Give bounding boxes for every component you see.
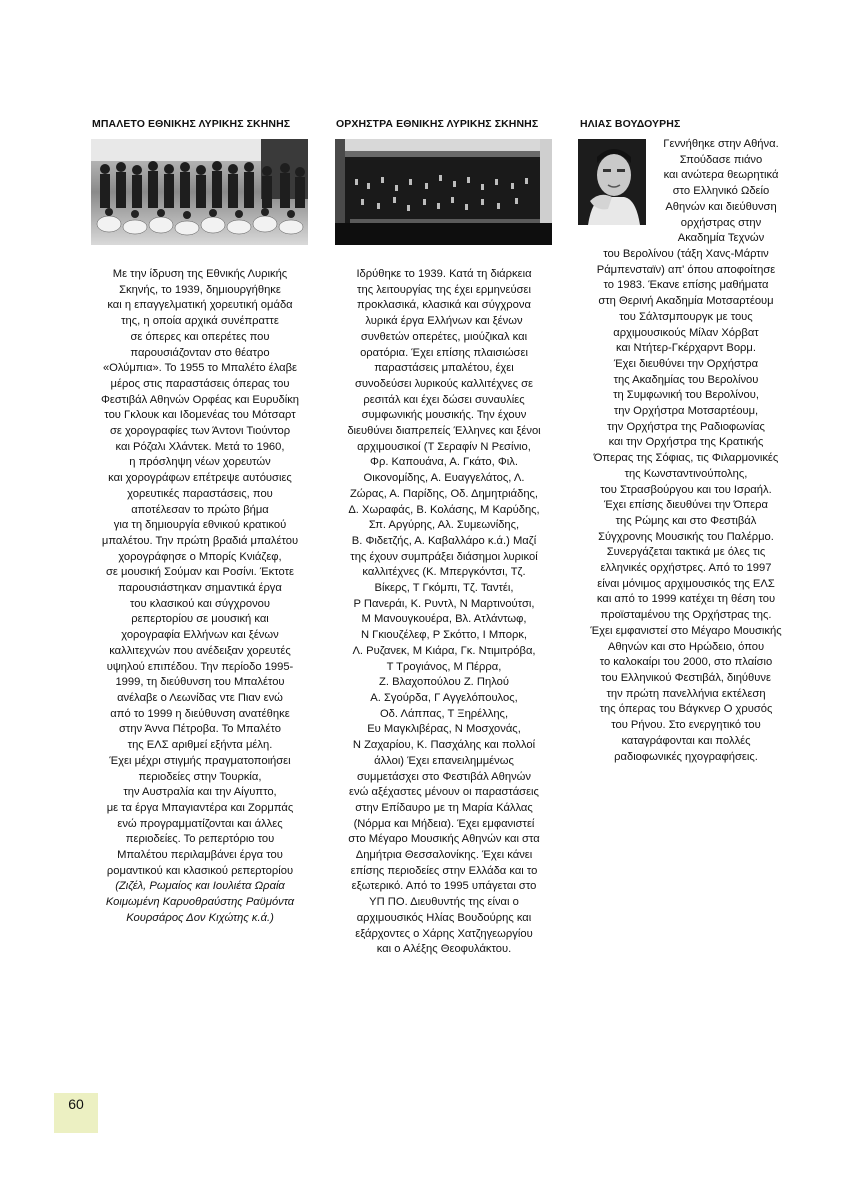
text-line: παραστάσεις μπαλέτου, έχει [374,362,514,375]
text-line: ραδιοφωνικές ηχογραφήσεις. [614,750,758,763]
text-line: του Ελληνικού Φεστιβάλ, διηύθυνε [601,671,771,684]
text-line: του Στρασβούργου και του Ισραήλ. [600,483,772,496]
conductor-heading: ΗΛΙΑΣ ΒΟΥΔΟΥΡΗΣ [580,118,681,130]
text-line: συνθετών οπερέτες, μιούζικαλ και [360,330,528,343]
text-line: σε μουσική Σούμαν και Ροσίνι. Έκτοτε [106,566,294,579]
text-line: καλλιτεχνών που ανέδειξαν χορευτές [109,644,291,657]
text-line: την πρώτη πανελλήνια εκτέλεση [606,687,766,700]
text-line: Κουρσάρος Δον Κιχώτης κ.ά.) [126,911,274,924]
text-line: σε όπερες και οπερέτες που [130,330,270,343]
text-line: ρεσιτάλ και έχει δώσει συναυλίες [363,393,525,406]
text-line: Ν Ζαχαρίου, Κ. Πασχάλης και πολλοί [352,739,536,752]
text-line: Γεννήθηκε στην Αθήνα. [663,138,779,150]
page-number: 60 [54,1093,98,1133]
text-line: καλλιτέχνες (Κ. Μπεργκόντσι, Τζ. [362,566,526,579]
text-line: η πρόσληψη νέων χορευτών [129,456,271,469]
text-line: αποτέλεσαν το πρώτο βήμα [131,503,269,516]
text-line: προκλασικά, κλασικά και σύγχρονα [357,299,531,312]
text-line: Μπαλέτου περιλαμβάνει έργα του [117,849,283,862]
text-line: του κλασικού και σύγχρονου [129,597,271,610]
ballet-group-photo [91,139,308,245]
text-line: στην Άννα Πέτροβα. Το Μπαλέτο [119,723,281,736]
text-line: της, η οποία αρχικά συνέπραττε [121,315,279,328]
text-line: διευθύνει διαπρεπείς Έλληνες και ξένοι [347,425,541,438]
text-line: Έχει διευθύνει την Ορχήστρα [613,357,759,370]
text-line: προϊσταμένου της Ορχήστρας της. [600,609,772,622]
text-line: «Ολύμπια». Το 1955 το Μπαλέτο έλαβε [102,362,298,375]
ballet-heading: ΜΠΑΛΕΤΟ ΕΘΝΙΚΗΣ ΛΥΡΙΚΗΣ ΣΚΗΝΗΣ [92,118,291,130]
ballet-column [92,118,314,130]
text-line: και ανώτερα θεωρητικά [663,169,779,182]
text-line: και Ντήτερ-Γκέρχαρντ Βορμ. [616,342,756,355]
text-line: ενώ αξέχαστες μένουν οι παραστάσεις [349,786,539,799]
text-line: της Κωνσταντινούπολης, [624,467,748,480]
text-line: ορατόρια. Έχει επίσης πλαισιώσει [360,346,528,359]
text-line: ορχήστρας στην [680,216,762,229]
text-line: με τα έργα Μπαγιαντέρα και Ζορμπάς [106,801,294,814]
text-line: περιοδείες στην Τουρκία, [138,770,262,783]
text-line: για τη δημιουργία εθνικού κρατικού [113,519,287,532]
text-line: Λ. Ρυζανεκ, Μ Κιάρα, Γκ. Ντιμιτρόβα, [352,644,536,657]
text-line: Έχει εμφανιστεί στο Μέγαρο Μουσικής [590,624,782,637]
text-line: χορογράφησε ο Μπορίς Κνιάζεφ, [118,550,282,563]
text-line: από το 1999 η διεύθυνση ανατέθηκε [110,707,290,720]
text-line: την Ορχήστρα Μοτσαρτέουμ, [613,405,759,418]
text-line: και η επαγγελματική χορευτική ομάδα [107,299,293,312]
text-line: της Ρώμης και στο Φεστιβάλ [615,514,757,527]
text-line: Σπούδασε πιάνο [679,153,763,166]
text-line: της Ακαδημίας του Βερολίνου [613,373,759,386]
text-line: 1999, τη διεύθυνση του Μπαλέτου [115,676,285,689]
text-line: σε χορογραφίες των Άντονι Τιούντορ [109,425,291,438]
text-line: Τ Τρογιάνος, Μ Πέρρα, [386,660,502,673]
text-line: Ζ. Βλαχοπούλου Ζ. Πηλού [379,676,509,689]
text-line: Βίκερς, Τ Γκόμπι, Τζ. Ταντέι, [374,582,514,595]
text-line: ελληνικές ορχήστρες. Από το 1997 [600,562,772,575]
text-line: εξάρχοντες ο Χάρης Χατζηγεωργίου [355,927,533,940]
text-line: Μ Μανουγκουέρα, Βλ. Ατλάντωφ, [361,613,527,626]
text-line: Ρ Πανεράι, Κ. Ρυντλ, Ν Μαρτινούτσι, [353,597,535,610]
text-line: υψηλού επιπέδου. Την περίοδο 1995- [106,660,294,673]
text-line: ενώ προγραμματίζονται και άλλες [117,817,283,830]
text-line: επίσης περιοδείες στην Ελλάδα και το [350,864,538,877]
text-line: στην Επίδαυρο με τη Μαρία Κάλλας [355,801,533,814]
text-line: Με την ίδρυση της Εθνικής Λυρικής [112,268,288,280]
text-line: Οδ. Λάππας, Τ Ξηρέλλης, [379,707,509,720]
text-line: Δημήτρια Θεσσαλονίκης. Έχει κάνει [355,849,533,862]
text-line: του Σάλτσμπουργκ με τους [619,310,753,323]
text-line: Συνεργάζεται τακτικά με όλες τις [606,546,766,559]
text-line: περιοδείες. Το ρεπερτόριο του [125,833,275,846]
text-line: συμμετάσχει στο Φεστιβάλ Αθηνών [356,770,532,783]
text-line: συμφωνικής μουσικής. Την έχουν [361,409,527,422]
text-line: την Ορχήστρα της Ραδιοφωνίας [607,420,765,433]
text-line: ρομαντικού και κλασικού ρεπερτορίου [106,864,294,877]
text-line: το καλοκαίρι του 2000, στο πλαίσιο [599,656,773,669]
text-line: παρουσιάζονταν στο θέατρο [130,346,270,359]
text-line: μπαλέτου. Την πρώτη βραδιά μπαλέτου [101,534,299,547]
text-line: της ΕΛΣ αριθμεί εξήντα μέλη. [127,739,273,752]
text-line: στη Θερινή Ακαδημία Μοτσαρτέουμ [598,295,774,308]
text-line: Ιδρύθηκε το 1939. Κατά τη διάρκεια [356,268,532,280]
text-line: και από το 1999 κατέχει τη θέση του [596,593,776,606]
text-line: Δ. Χωραφάς, Β. Κολάσης, Μ Καρύδης, [348,503,540,516]
text-line: λυρικά έργα Ελλήνων και ξένων [365,315,523,328]
text-line: τη Συμφωνική του Βερολίνου, [613,389,759,402]
text-line: είναι μόνιμος αρχιμουσικός της ΕΛΣ [597,577,775,590]
text-line: (Νόρμα και Μήδεια). Έχει εμφανιστεί [353,817,535,830]
text-line: Σπ. Αργύρης, Αλ. Συμεωνίδης, [368,519,520,532]
text-line: (Ζιζέλ, Ρωμαίος και Ιουλιέτα Ωραία [115,880,285,893]
text-line: χορευτικές παραστάσεις, που [127,487,273,500]
text-line: Φεστιβάλ Αθηνών Ορφέας και Ευρυδίκη [100,393,300,406]
text-line: την Αυστραλία και την Αίγυπτο, [123,786,277,799]
text-line: εξωτερικό. Από το 1995 υπάγεται στο [351,880,537,893]
text-line: ρεπερτορίου σε μουσική και [131,613,269,626]
text-line: του Βερολίνου (τάξη Χανς-Μάρτιν [603,248,769,260]
text-line: ανέλαβε ο Λεωνίδας ντε Πιαν ενώ [117,691,283,704]
text-line: αρχιμουσικός Ηλίας Βουδούρης και [356,911,532,924]
text-line: και Ρόζαλι Χλάντεκ. Μετά το 1960, [115,440,285,453]
ballet-text [89,267,311,927]
text-line: Β. Φιδετζής, Α. Καβαλλάρο κ.ά.) Μαζί [351,534,537,547]
text-line: Όπερας της Σόφιας, τις Φιλαρμονικές [593,452,779,465]
conductor-text [575,247,797,765]
text-line: καταγράφονται και πολλές [621,734,751,747]
text-line: Ράμπενσταϊν) απ' όπου αποφοίτησε [596,263,776,276]
text-line: Α. Σγούρδα, Γ Αγγελόπουλος, [370,691,518,704]
text-line: Οικονομίδης, Α. Ευαγγελάτος, Λ. [363,472,525,485]
orchestra-column [336,118,558,130]
text-line: το 1983. Έκανε επίσης μαθήματα [603,279,769,292]
text-line: Έχει επίσης διευθύνει την Όπερα [604,499,768,512]
text-line: στο Μέγαρο Μουσικής Αθηνών και στα [348,833,540,846]
text-line: στο Ελληνικό Ωδείο [672,185,770,198]
text-line: αρχιμουσικούς Μίλαν Χόρβατ [613,326,759,339]
text-line: του Γκλουκ και Ιδομενέας του Μότσαρτ [104,409,296,422]
text-line: χορογραφία Ελλήνων και ξένων [121,629,279,642]
text-line: αρχιμουσικοί (Τ Σεραφίν Ν Ρεσίνιο, [357,440,531,453]
text-line: και χορογράφων επέτρεψε αυτόυσιες [108,472,292,485]
orchestra-text [333,267,555,958]
text-line: του Ρήνου. Στο ενεργητικό του [611,719,761,732]
text-line: Σκηνής, το 1939, δημιουργήθηκε [119,283,281,296]
conductor-text-beside-photo [650,137,792,247]
text-line: και την Ορχήστρα της Κρατικής [608,436,764,449]
text-line: Έχει μέχρι στιγμής πραγματοποιήσει [109,754,291,767]
text-line: Σύγχρονης Μουσικής του Παλέρμο. [598,530,774,543]
text-line: ΥΠ ΠΟ. Διευθυντής της είναι ο [369,896,519,909]
conductor-portrait [578,139,646,225]
orchestra-heading: ΟΡΧΗΣΤΡΑ ΕΘΝΙΚΗΣ ΛΥΡΙΚΗΣ ΣΚΗΝΗΣ [336,118,539,130]
text-line: Ευ Μαγκλιβέρας, Ν Μοσχονάς, [367,723,521,736]
conductor-column [580,118,802,130]
text-line: Ν Γκιουζέλεφ, Ρ Σκόττο, Ι Μπορκ, [360,629,528,642]
text-line: Αθηνών και διεύθυνση [665,200,777,213]
text-line: Ζώρας, Α. Παρίδης, Οδ. Δημητριάδης, [349,487,539,500]
text-line: Κοιμωμένη Καρυοθραύστης Ραϋμόντα [105,896,295,909]
text-line: Φρ. Καπουάνα, Α. Γκάτο, Φιλ. [370,456,518,469]
orchestra-photo [335,139,552,245]
text-line: Αθηνών και στο Ηρώδειο, όπου [607,640,765,653]
text-line: και ο Αλέξης Θεοφυλάκτου. [376,943,512,956]
text-line: της έχουν συμπράξει διάσημοι λυρικοί [350,550,538,563]
text-line: άλλοι) Έχει επανειλημμένως [374,754,514,767]
text-line: της όπερας του Βάγκνερ Ο χρυσός [599,703,773,716]
text-line: της λειτουργίας της έχει ερμηνεύσει [357,283,531,296]
text-line: παρουσιάστηκαν σημαντικά έργα [118,582,282,595]
text-line: Ακαδημία Τεχνών [677,232,765,245]
text-line: συνοδεύσει λυρικούς καλλιτέχνες σε [354,377,534,390]
text-line: μέρος στις παραστάσεις όπερας του [110,377,290,390]
